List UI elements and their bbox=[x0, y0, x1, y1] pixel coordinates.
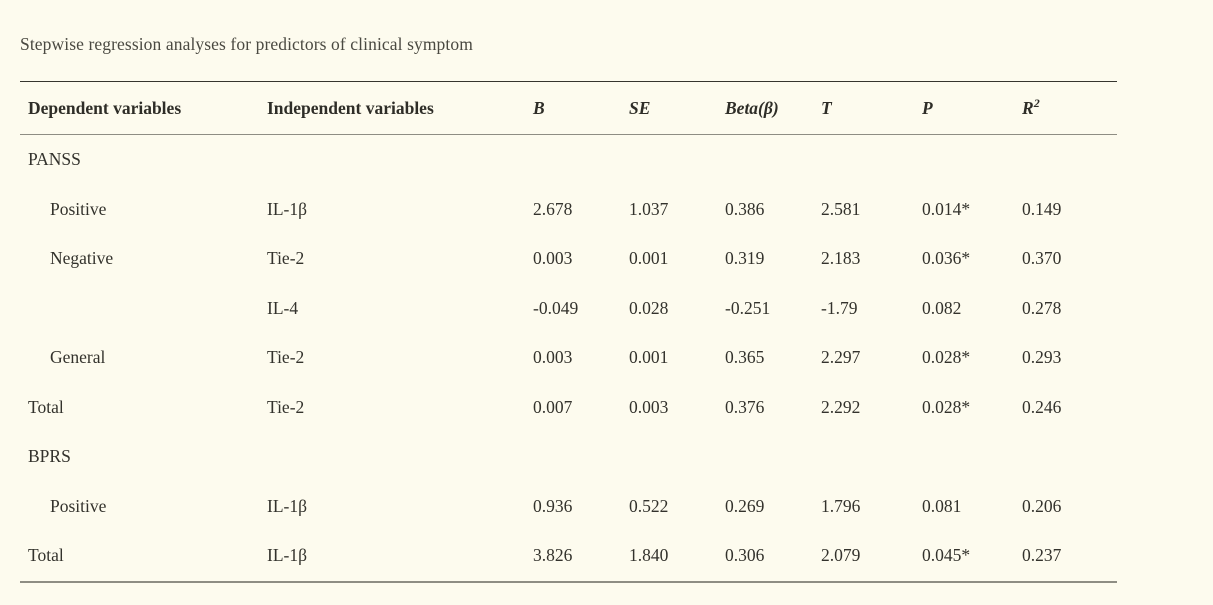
r-squared-base: R bbox=[1022, 97, 1034, 118]
col-header-se: SE bbox=[629, 82, 725, 135]
col-header-b: B bbox=[533, 82, 629, 135]
col-header-beta: Beta(β) bbox=[725, 82, 821, 135]
dependent-variable-cell bbox=[20, 284, 267, 334]
independent-variable-cell: Tie-2 bbox=[267, 248, 305, 269]
p-value-cell: 0.045* bbox=[922, 545, 971, 566]
t-value-cell: -1.79 bbox=[821, 297, 858, 318]
independent-variable-cell: Tie-2 bbox=[267, 347, 305, 368]
regression-table bbox=[20, 81, 1117, 583]
dependent-variable-cell: General bbox=[50, 347, 106, 368]
se-value-cell: 0.522 bbox=[629, 495, 669, 516]
se-value-cell: 0.003 bbox=[629, 396, 669, 417]
p-value-cell bbox=[922, 432, 1022, 482]
col-header-dependent-variables: Dependent variables bbox=[20, 82, 267, 135]
col-header-p: P bbox=[922, 82, 1022, 135]
t-value-cell: 2.183 bbox=[821, 248, 861, 269]
dependent-variable-cell: Negative bbox=[50, 248, 114, 269]
r2-value-cell: 0.237 bbox=[1022, 545, 1062, 566]
r2-value-cell: 0.206 bbox=[1022, 495, 1062, 516]
p-value-cell: 0.028* bbox=[922, 347, 971, 368]
b-value-cell: -0.049 bbox=[533, 297, 579, 318]
b-value-cell: 0.007 bbox=[533, 396, 573, 417]
b-value-cell bbox=[533, 135, 629, 185]
t-value-cell: 1.796 bbox=[821, 495, 861, 516]
p-value-cell: 0.028* bbox=[922, 396, 971, 417]
beta-value-cell bbox=[725, 432, 821, 482]
table-row-panss-negative-il4 bbox=[20, 284, 1117, 334]
b-value-cell: 2.678 bbox=[533, 198, 573, 219]
t-value-cell bbox=[821, 432, 922, 482]
p-value-cell: 0.082 bbox=[922, 297, 962, 318]
p-value-cell: 0.014* bbox=[922, 198, 971, 219]
table-row-panss-section bbox=[20, 135, 1117, 185]
b-value-cell: 0.003 bbox=[533, 347, 573, 368]
beta-value-cell: 0.269 bbox=[725, 495, 765, 516]
beta-value-cell: -0.251 bbox=[725, 297, 771, 318]
col-header-r-squared bbox=[1022, 82, 1117, 135]
col-header-t: T bbox=[821, 82, 922, 135]
beta-value-cell: 0.319 bbox=[725, 248, 765, 269]
independent-variable-cell bbox=[267, 432, 533, 482]
se-value-cell: 1.840 bbox=[629, 545, 669, 566]
r2-value-cell: 0.149 bbox=[1022, 198, 1062, 219]
p-value-cell: 0.036* bbox=[922, 248, 971, 269]
table-row-bprs-section bbox=[20, 432, 1117, 482]
independent-variable-cell: IL-1β bbox=[267, 198, 307, 219]
independent-variable-cell: IL-4 bbox=[267, 297, 299, 318]
r2-value-cell: 0.370 bbox=[1022, 248, 1062, 269]
header-row bbox=[20, 82, 1117, 135]
b-value-cell bbox=[533, 432, 629, 482]
independent-variable-cell: IL-1β bbox=[267, 545, 307, 566]
se-value-cell: 0.028 bbox=[629, 297, 669, 318]
r-squared-superscript: 2 bbox=[1033, 95, 1040, 110]
b-value-cell: 0.003 bbox=[533, 248, 573, 269]
beta-value-cell: 0.365 bbox=[725, 347, 765, 368]
r2-value-cell: 0.293 bbox=[1022, 347, 1062, 368]
beta-value-cell: 0.386 bbox=[725, 198, 765, 219]
table-row-panss-positive bbox=[20, 185, 1117, 235]
t-value-cell: 2.581 bbox=[821, 198, 861, 219]
se-value-cell: 0.001 bbox=[629, 248, 669, 269]
table-row-panss-negative bbox=[20, 234, 1117, 284]
table-row-panss-general bbox=[20, 333, 1117, 383]
p-value-cell: 0.081 bbox=[922, 495, 962, 516]
independent-variable-cell bbox=[267, 135, 533, 185]
b-value-cell: 0.936 bbox=[533, 495, 573, 516]
table-row-bprs-total bbox=[20, 531, 1117, 582]
t-value-cell: 2.079 bbox=[821, 545, 861, 566]
table-row-bprs-positive bbox=[20, 482, 1117, 532]
b-value-cell: 3.826 bbox=[533, 545, 573, 566]
se-value-cell bbox=[629, 135, 725, 185]
se-value-cell bbox=[629, 432, 725, 482]
beta-value-cell: 0.376 bbox=[725, 396, 765, 417]
p-value-cell bbox=[922, 135, 1022, 185]
beta-value-cell: 0.306 bbox=[725, 545, 765, 566]
dependent-variable-cell: Positive bbox=[50, 495, 107, 516]
dependent-variable-cell: PANSS bbox=[28, 149, 81, 170]
independent-variable-cell: Tie-2 bbox=[267, 396, 305, 417]
se-value-cell: 1.037 bbox=[629, 198, 669, 219]
dependent-variable-cell: Total bbox=[28, 545, 64, 566]
t-value-cell: 2.292 bbox=[821, 396, 861, 417]
t-value-cell: 2.297 bbox=[821, 347, 861, 368]
beta-value-cell bbox=[725, 135, 821, 185]
r2-value-cell bbox=[1022, 432, 1117, 482]
table-row-panss-total bbox=[20, 383, 1117, 433]
t-value-cell bbox=[821, 135, 922, 185]
r2-value-cell: 0.278 bbox=[1022, 297, 1062, 318]
dependent-variable-cell: Positive bbox=[50, 198, 107, 219]
table-caption: Stepwise regression analyses for predictors of clinical symptom bbox=[20, 34, 473, 54]
dependent-variable-cell: Total bbox=[28, 396, 64, 417]
dependent-variable-cell: BPRS bbox=[28, 446, 71, 467]
se-value-cell: 0.001 bbox=[629, 347, 669, 368]
col-header-independent-variables: Independent variables bbox=[267, 82, 533, 135]
r2-value-cell: 0.246 bbox=[1022, 396, 1062, 417]
r2-value-cell bbox=[1022, 135, 1117, 185]
independent-variable-cell: IL-1β bbox=[267, 495, 307, 516]
